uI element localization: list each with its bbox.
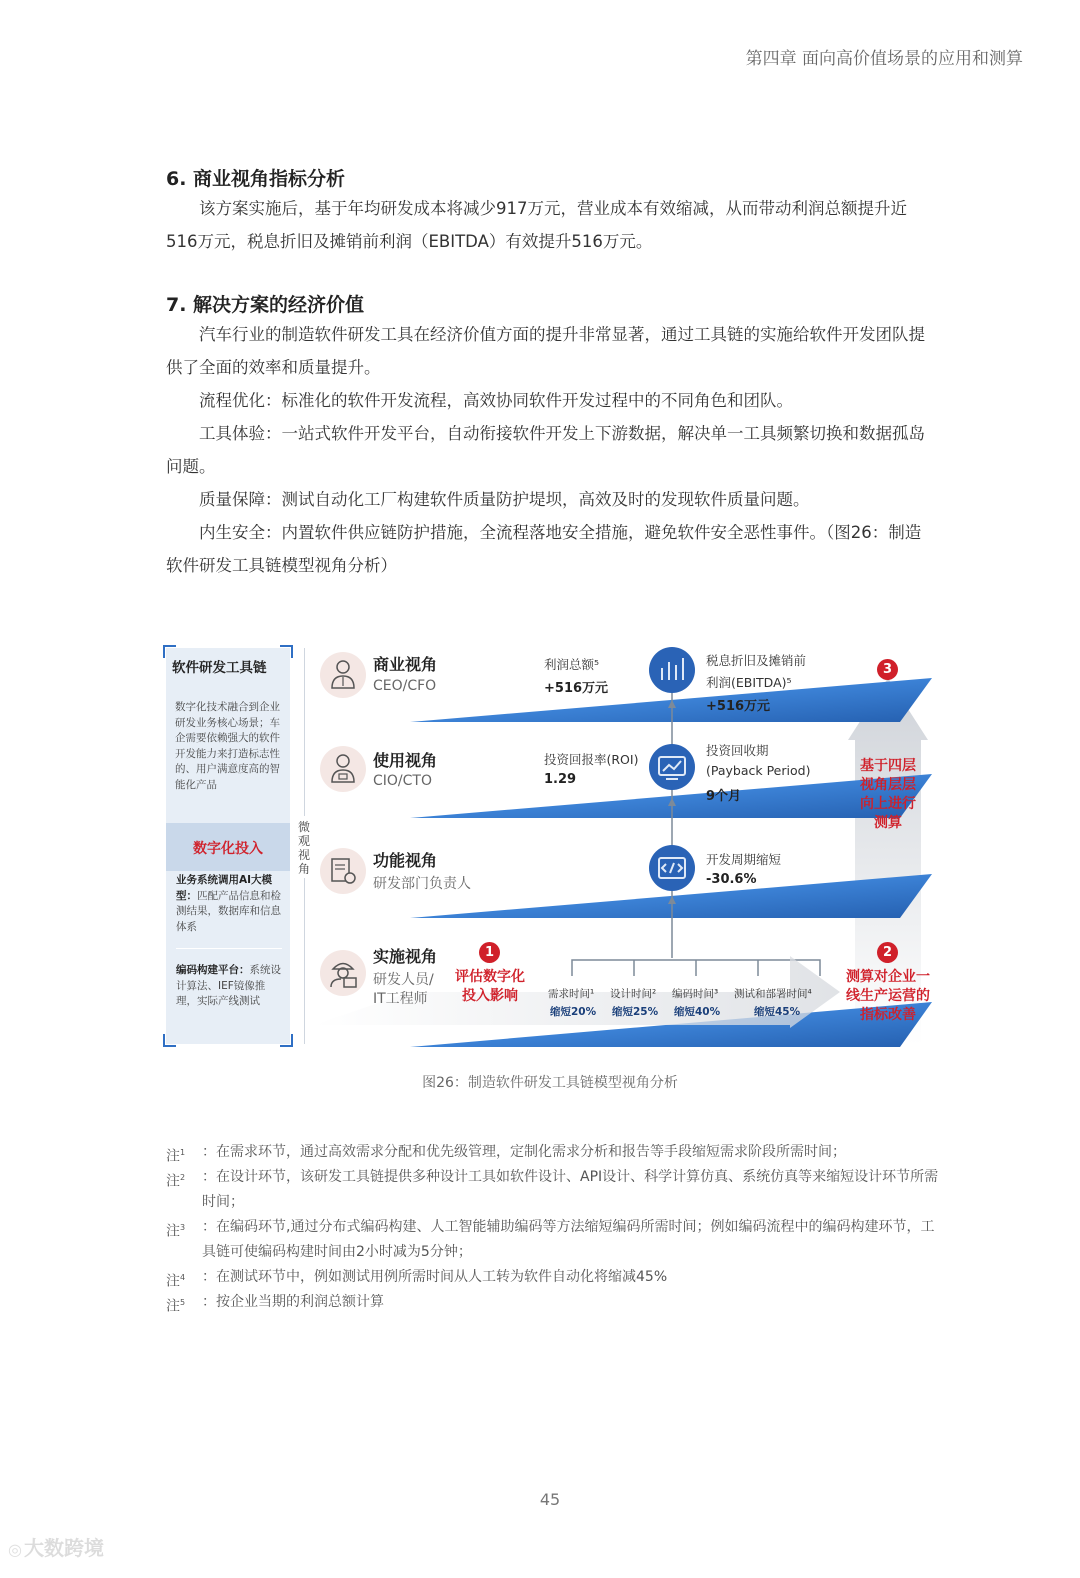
four-layer-note-line4: 测算 bbox=[874, 815, 902, 831]
section6-paragraph: 该方案实施后，基于年均研发成本将减少917万元，营业成本有效缩减，从而带动利润总额提升近516万元，税息折旧及摊销前利润（EBITDA）有效提升516万元。 bbox=[166, 199, 907, 251]
user-person-icon bbox=[320, 746, 366, 792]
assess-investment-note bbox=[448, 968, 532, 1006]
step-requirements-value: 缩短20% bbox=[550, 1006, 597, 1018]
dev-cycle-value: -30.6% bbox=[706, 872, 757, 887]
payback-label-line2: (Payback Period) bbox=[706, 763, 811, 778]
footnotes bbox=[166, 1140, 941, 1315]
implementation-perspective-title: 实施视角 bbox=[373, 947, 438, 966]
figure-caption: 图26：制造软件研发工具链模型视角分析 bbox=[422, 1075, 678, 1091]
assess-note-line1: 评估数字化 bbox=[455, 969, 525, 985]
section7-paragraph-security: 内生安全：内置软件供应链防护措施，全流程落地安全措施，避免软件安全恶性事件。（图26：制造软件研发工具链模型视角分析） bbox=[166, 523, 922, 575]
panel-divider bbox=[176, 948, 282, 949]
ebitda-value: +516万元 bbox=[706, 699, 771, 714]
function-perspective-title: 功能视角 bbox=[373, 851, 438, 870]
business-person-icon bbox=[320, 652, 366, 698]
step-design-label: 设计时间² bbox=[610, 988, 657, 1000]
step-coding-value: 缩短40% bbox=[674, 1006, 721, 1018]
step-coding-label: 编码时间³ bbox=[672, 988, 719, 1000]
four-layer-note bbox=[852, 757, 924, 833]
step-testing-value: 缩短45% bbox=[754, 1006, 801, 1018]
usage-perspective-role: CIO/CTO bbox=[373, 773, 432, 789]
roi-value: 1.29 bbox=[544, 772, 577, 787]
dev-cycle-label: 开发周期缩短 bbox=[706, 852, 782, 867]
build-platform-item-title: 编码构建平台： bbox=[176, 964, 250, 976]
measure-note-line3: 指标改善 bbox=[860, 1007, 916, 1023]
ai-model-item-body: 匹配产品信息和检测结果，数据库和信息体系 bbox=[176, 889, 281, 933]
micro-perspective-label: 微观视角 bbox=[297, 820, 310, 876]
ebitda-label-line1: 税息折旧及摊销前 bbox=[706, 653, 807, 668]
footnote-2: 注$^2$ ：在设计环节，该研发工具链提供多种设计工具如软件设计、API设计、科学计算仿真、系统仿真等来缩短设计环节所需时间； bbox=[166, 1169, 939, 1210]
document-gear-icon bbox=[320, 848, 366, 894]
assess-note-line2: 投入影响 bbox=[462, 988, 518, 1004]
ebitda-label-line2: 利润(EBITDA)⁵ bbox=[706, 675, 792, 690]
business-perspective-title: 商业视角 bbox=[373, 655, 438, 674]
profit-value: +516万元 bbox=[544, 681, 609, 696]
section7-heading: 7. 解决方案的经济价值 bbox=[166, 294, 365, 316]
payback-value: 9个月 bbox=[706, 789, 742, 804]
badge-3: 3 bbox=[877, 659, 898, 680]
measure-note-line1: 测算对企业一 bbox=[846, 969, 930, 985]
footnote-3: 注$^3$ ：在编码环节,通过分布式编码构建、人工智能辅助编码等方法缩短编码所需时间；例如编码流程中的编码构建环节，工具链可使编码构建时间由2小时减为5分钟； bbox=[166, 1219, 935, 1260]
watermark-text: 大数跨境 bbox=[23, 1536, 104, 1560]
toolchain-description: 数字化技术融合到企业研发业务核心场景；车企需要依赖强大的软件开发能力来打造标志性的、用户满意度高的智能化产品 bbox=[175, 701, 280, 791]
implementation-perspective-role-line1: 研发人员/ bbox=[373, 972, 434, 988]
footnote-1: 注$^1$ ：在需求环节，通过高效需求分配和优先级管理，定制化需求分析和报告等手段缩短需求阶段所需时间； bbox=[166, 1144, 846, 1165]
step-testing-label: 测试和部署时间⁴ bbox=[734, 988, 812, 1000]
four-layer-note-line1: 基于四层 bbox=[860, 758, 916, 774]
ai-model-item bbox=[176, 873, 284, 935]
watermark bbox=[8, 1532, 104, 1561]
digital-investment-label: 数字化投入 bbox=[193, 841, 263, 857]
section7-body bbox=[166, 318, 936, 582]
section7-paragraph-tools: 工具体验：一站式软件开发平台，自动衔接软件开发上下游数据，解决单一工具频繁切换和数据孤岛问题。 bbox=[166, 424, 925, 476]
section6-body bbox=[166, 192, 936, 258]
section7-paragraph-intro: 汽车行业的制造软件研发工具在经济价值方面的提升非常显著，通过工具链的实施给软件开发团队提供了全面的效率和质量提升。 bbox=[166, 325, 925, 377]
toolchain-title: 软件研发工具链 bbox=[172, 660, 267, 676]
node-business bbox=[649, 647, 695, 693]
engineer-icon bbox=[320, 950, 366, 996]
four-layer-note-line3: 向上进行 bbox=[860, 796, 916, 812]
step-requirements-label: 需求时间¹ bbox=[548, 988, 595, 1000]
footnote-5: 注$^5$ ：按企业当期的利润总额计算 bbox=[166, 1294, 384, 1315]
function-perspective-role: 研发部门负责人 bbox=[373, 876, 471, 892]
section6-heading: 6. 商业视角指标分析 bbox=[166, 168, 346, 190]
roi-label: 投资回报率(ROI) bbox=[544, 752, 639, 767]
section7-paragraph-process: 流程优化：标准化的软件开发流程，高效协同软件开发过程中的不同角色和团队。 bbox=[199, 391, 793, 410]
measure-improvement-note bbox=[838, 968, 938, 1025]
footnote-4: 注$^4$ ：在测试环节中，例如测试用例所需时间从人工转为软件自动化将缩减45% bbox=[166, 1269, 668, 1290]
usage-perspective-title: 使用视角 bbox=[373, 751, 438, 770]
business-perspective-role: CEO/CFO bbox=[373, 678, 437, 694]
implementation-perspective-role-line2: IT工程师 bbox=[373, 991, 428, 1007]
badge-1: 1 bbox=[479, 942, 500, 963]
watermark-logo-icon: ◎ bbox=[8, 1540, 22, 1559]
ai-model-item-title: 业务系统调用AI大模型： bbox=[176, 874, 273, 902]
section7-paragraph-quality: 质量保障：测试自动化工厂构建软件质量防护堤坝，高效及时的发现软件质量问题。 bbox=[199, 490, 810, 509]
build-platform-item bbox=[176, 963, 284, 1010]
running-head: 第四章 面向高价值场景的应用和测算 bbox=[745, 49, 1023, 69]
profit-label: 利润总额⁵ bbox=[544, 657, 600, 672]
measure-note-line2: 线生产运营的 bbox=[846, 988, 930, 1004]
build-platform-item-body: 系统设计算法、IEF镜像推理，实际产线测试 bbox=[176, 964, 281, 1008]
payback-label-line1: 投资回收期 bbox=[706, 743, 769, 758]
page-number: 45 bbox=[539, 1490, 561, 1509]
step-design-value: 缩短25% bbox=[612, 1006, 659, 1018]
four-layer-note-line2: 视角层层 bbox=[860, 777, 916, 793]
badge-2: 2 bbox=[877, 942, 898, 963]
